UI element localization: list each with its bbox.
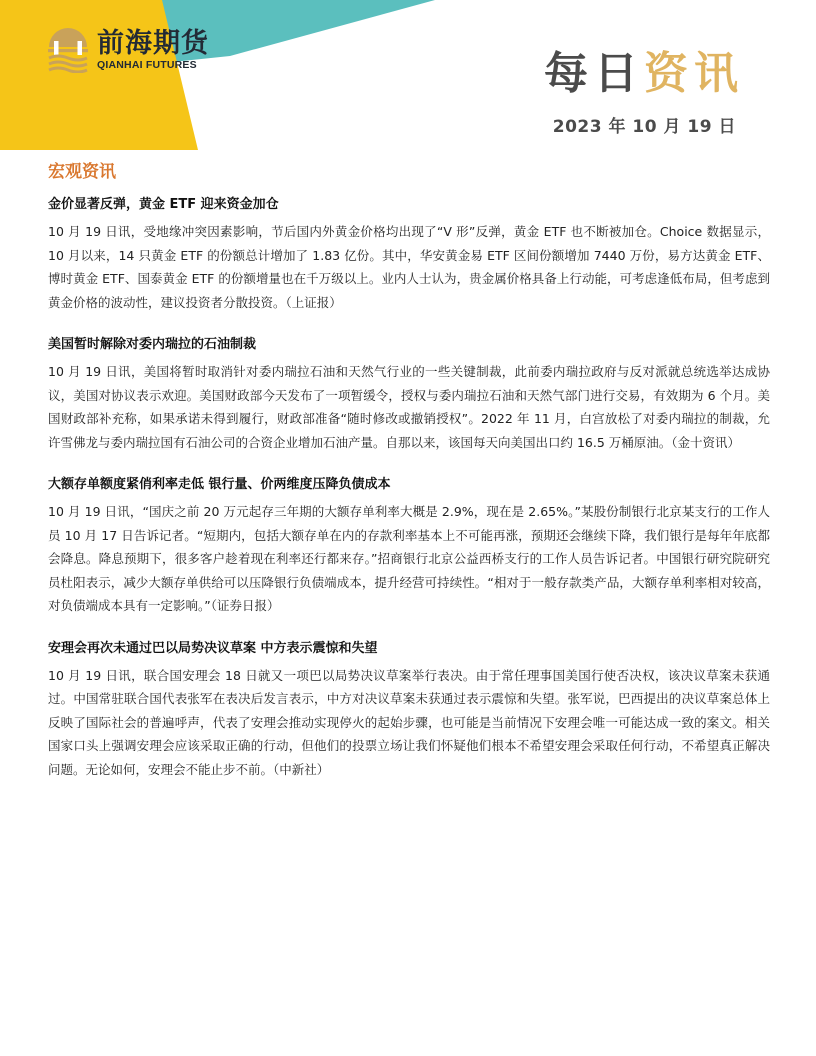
article-body: 10 月 19 日讯，“国庆之前 20 万元起存三年期的大额存单利率大概是 2.9%，现在是 2.65%。”某股份制银行北京某支行的工作人员 10 月 17 日告诉记者。“短期内，包括大额存单在内的存款利率基本上不可能再涨，预期还会继续下降，我们银行是每年年底都会降息。降息预期下，很多客户趁着现在利率还行都来存。”招商银行北京公益西桥支行的工作人员告诉记者。中国银行研究院研究员杜阳表示，减少大额存单供给可以压降银行负债端成本，提升经营可持续性。“相对于一般存款类产品，大额存单利率相对较高，对负债端成本具有一定影响。”（证券日报） xyxy=(48,504,770,613)
title-part-1: 每日 xyxy=(544,48,644,99)
logo-english-name: QIANHAI FUTURES xyxy=(97,59,197,71)
page-header xyxy=(0,0,816,150)
article-headline: 金价显著反弹，黄金 ETF 迎来资金加仓 xyxy=(48,197,279,212)
logo-chinese-name: 前海期货 xyxy=(97,28,209,59)
article-headline: 安理会再次未通过巴以局势决议草案 中方表示震惊和失望 xyxy=(48,640,378,656)
article-body: 10 月 19 日讯，美国将暂时取消针对委内瑞拉石油和天然气行业的一些关键制裁，此前委内瑞拉政府与反对派就总统选举达成协议，美国对协议表示欢迎。美国财政部今天发布了一项暂缓令，授权与委内瑞拉石油和天然气部门进行交易，有效期为 6 个月。美国财政部补充称，如果承诺未得到履行，财政部准备“随时修改或撤销授权”。2022 年 11 月，白宫放松了对委内瑞拉的制裁，允许雪佛龙与委内瑞拉国有石油公司的合资企业增加石油产量。自那以来，该国每天向美国出口约 16.5 万桶原油。（金十资讯） xyxy=(48,364,770,450)
main-content xyxy=(48,160,770,801)
article-headline: 美国暂时解除对委内瑞拉的石油制裁 xyxy=(48,337,257,352)
news-article xyxy=(48,474,770,618)
title-part-2: 资讯 xyxy=(644,48,744,99)
section-title: 宏观资讯 xyxy=(48,162,116,182)
report-date: 2023 年 10 月 19 日 xyxy=(552,117,736,137)
article-body: 10 月 19 日讯，联合国安理会 18 日就又一项巴以局势决议草案举行表决。由于常任理事国美国行使否决权，该决议草案未获通过。中国常驻联合国代表张军在表决后发言表示，中方对决议草案未获通过表示震惊和失望。张军说，巴西提出的决议草案总体上反映了国际社会的普遍呼声，代表了安理会推动实现停火的起始步骤，也可能是当前情况下安理会唯一可能达成一致的案文。相关国家口头上强调安理会应该采取正确的行动，但他们的投票立场让我们怀疑他们根本不希望安理会采取任何行动，不希望真正解决问题。无论如何，安理会不能止步不前。（中新社） xyxy=(48,667,770,777)
news-article xyxy=(48,638,770,782)
article-body: 10 月 19 日讯，受地缘冲突因素影响，节后国内外黄金价格均出现了“V 形”反弹，黄金 ETF 也不断被加仓。Choice 数据显示，10 月以来，14 只黄金 ETF 的份额总计增加了 1.83 亿份。其中，华安黄金易 ETF 区间份额增加 7440 万份，易方达黄金 ETF、博时黄金 ETF、国泰黄金 ETF 的份额增量也在千万级以上。业内人士认为，贵金属价格具备上行动能，可考虑逢低布局，但考虑到黄金价格的波动性，建议投资者分散投资。（上证报） xyxy=(48,224,770,310)
article-headline: 大额存单额度紧俏利率走低 银行量、价两维度压降负债成本 xyxy=(48,477,391,492)
page-title xyxy=(544,46,744,102)
news-article xyxy=(48,194,770,314)
news-article xyxy=(48,334,770,454)
company-logo xyxy=(45,27,209,73)
logo-mark-icon xyxy=(45,27,91,73)
